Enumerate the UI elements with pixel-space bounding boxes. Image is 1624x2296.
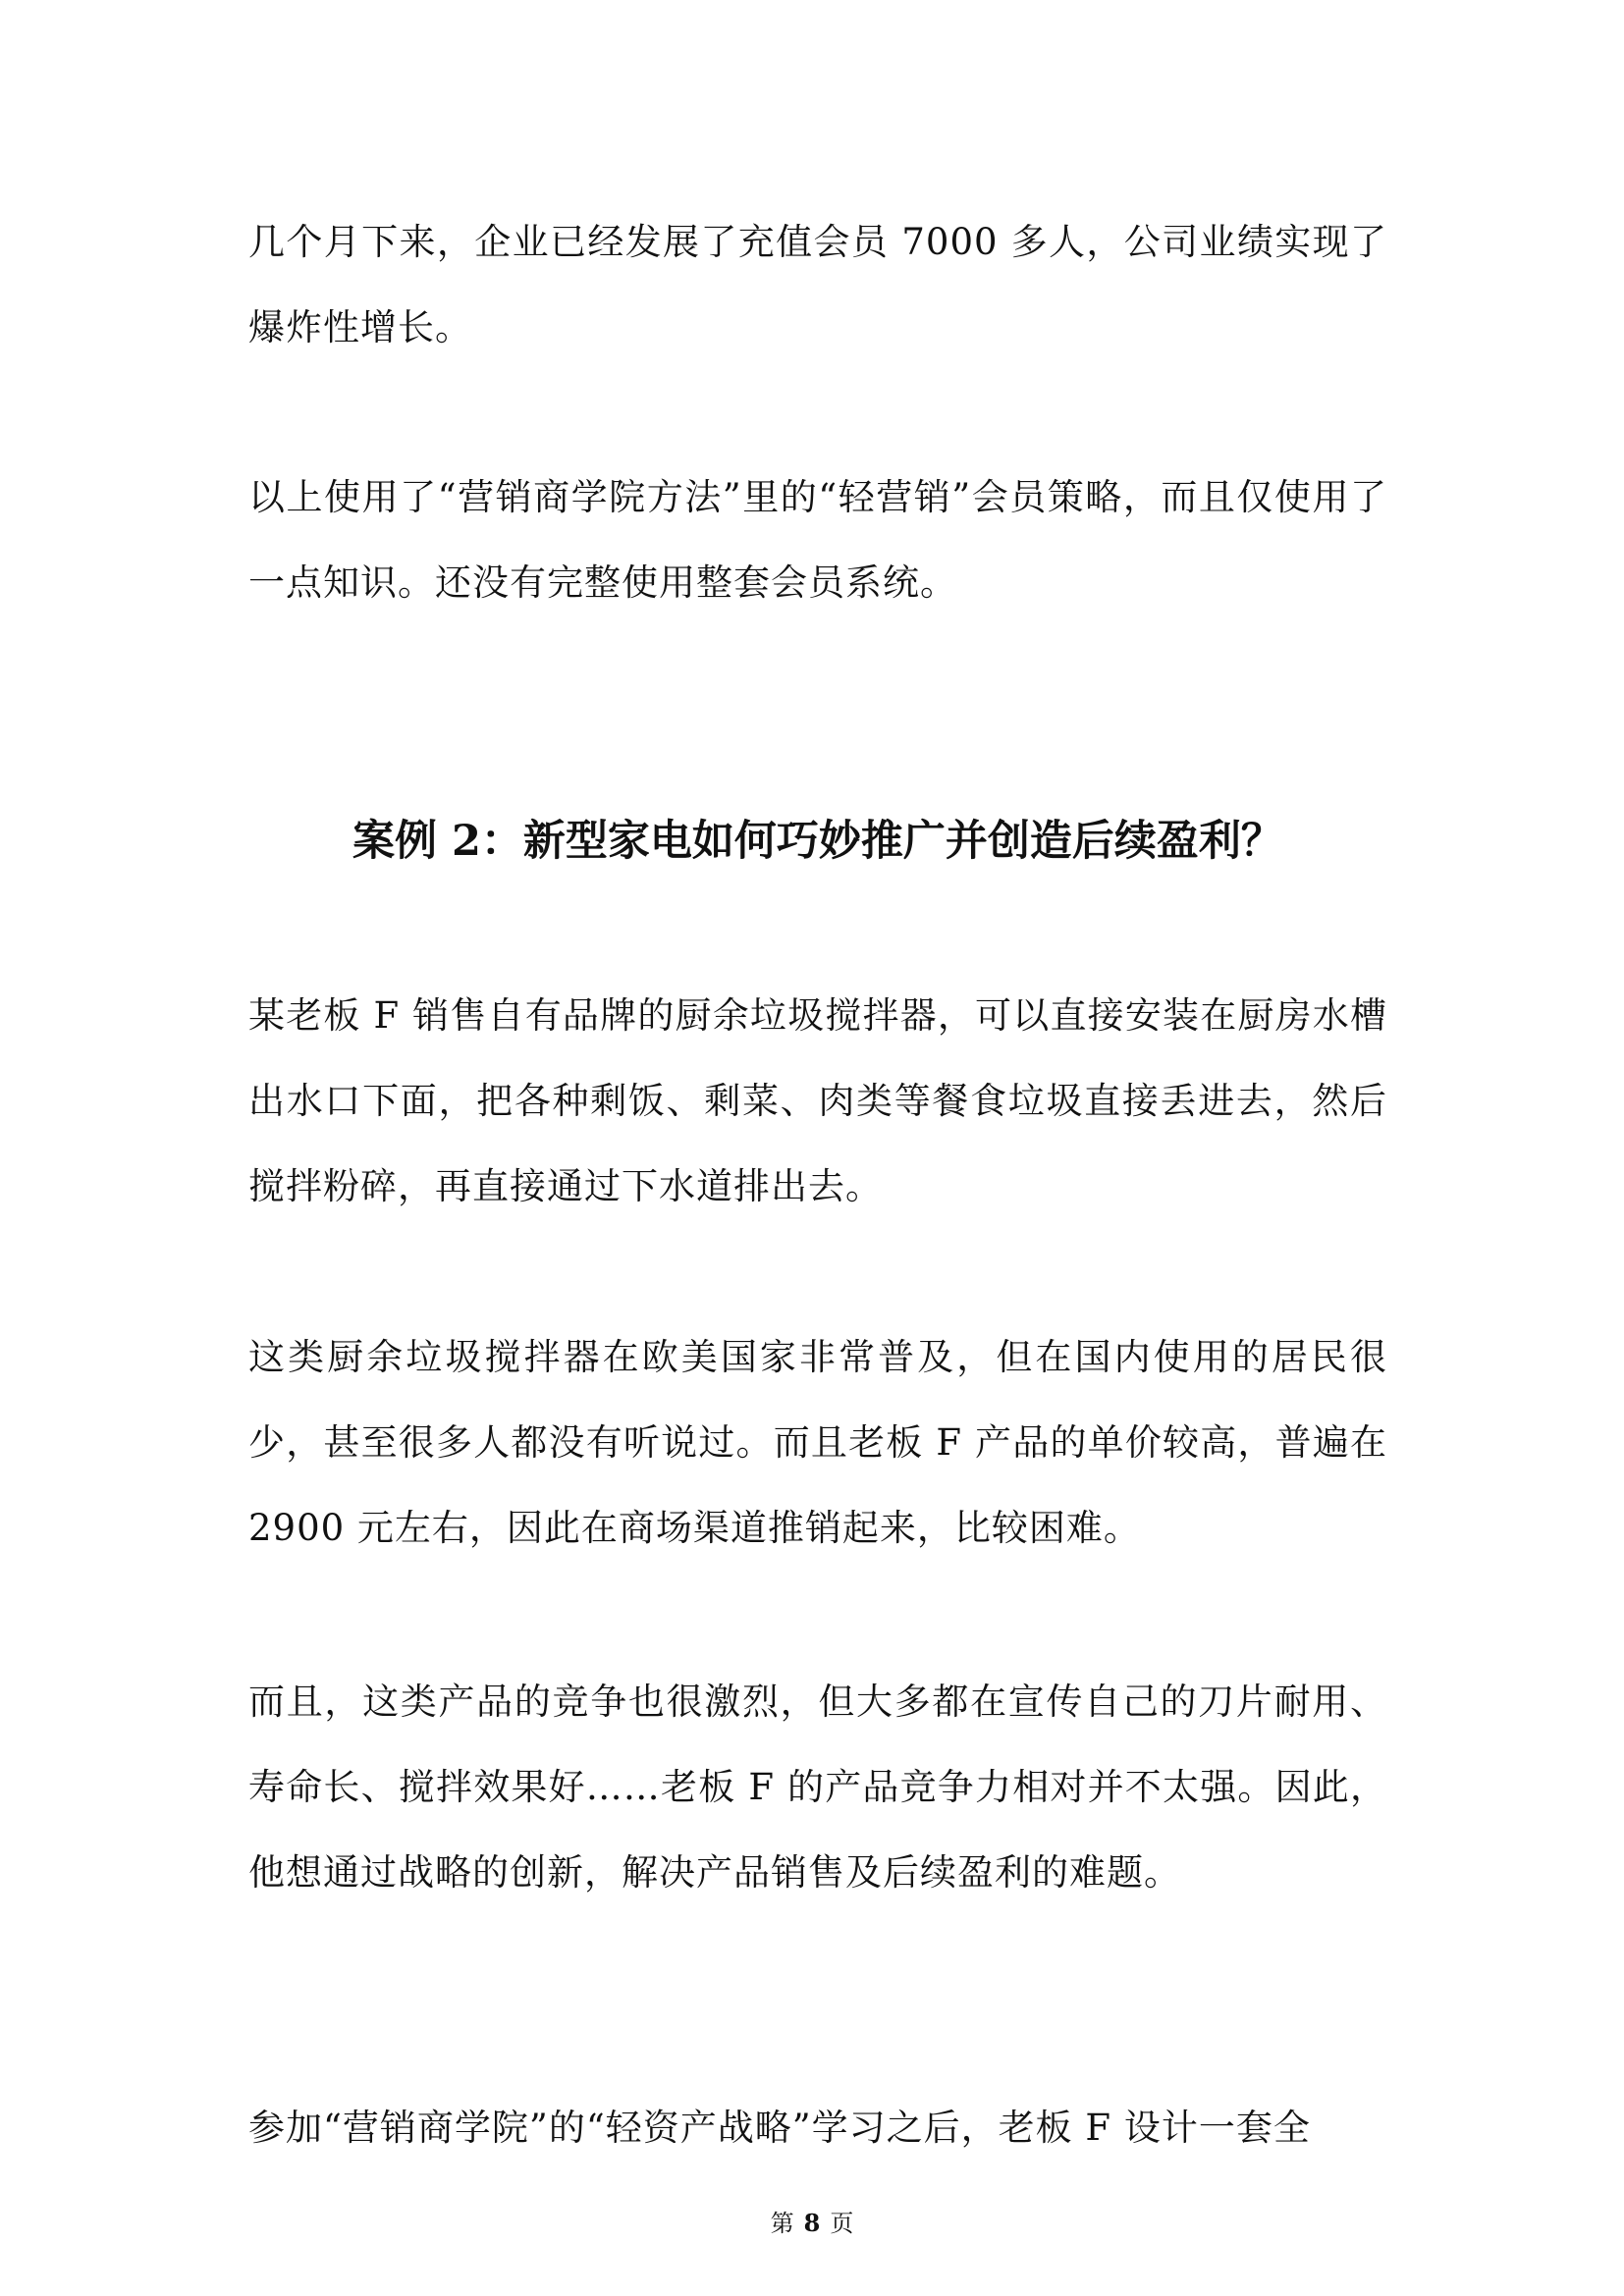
body-paragraph: 以上使用了“营销商学院方法”里的“轻营销”会员策略，而且仅使用了一点知识。还没有完整使用整套会员系统。 [248, 476, 1387, 604]
body-paragraph: 而且，这类产品的竞争也很激烈，但大多都在宣传自己的刀片耐用、寿命长、搅拌效果好……老板 F 的产品竞争力相对并不太强。因此，他想通过战略的创新，解决产品销售及后续盈利的难题。 [248, 1681, 1387, 1894]
page-footer [0, 2209, 1624, 2238]
footer-prefix: 第 [770, 2210, 794, 2237]
section-heading: 案例 2：新型家电如何巧妙推广并创造后续盈利？ [352, 817, 1283, 866]
body-paragraph: 这类厨余垃圾搅拌器在欧美国家非常普及，但在国内使用的居民很少，甚至很多人都没有听说过。而且老板 F 产品的单价较高，普遍在 2900 元左右，因此在商场渠道推销起来，比较困难。 [248, 1336, 1387, 1549]
body-paragraph: 参加“营销商学院”的“轻资产战略”学习之后，老板 F 设计一套全 [248, 2107, 1311, 2149]
body-paragraph: 某老板 F 销售自有品牌的厨余垃圾搅拌器，可以直接安装在厨房水槽出水口下面，把各种剩饭、剩菜、肉类等餐食垃圾直接丢进去，然后搅拌粉碎，再直接通过下水道排出去。 [248, 994, 1387, 1207]
page-number: 8 [803, 2209, 821, 2237]
footer-suffix: 页 [830, 2210, 854, 2237]
body-paragraph: 几个月下来，企业已经发展了充值会员 7000 多人，公司业绩实现了爆炸性增长。 [248, 221, 1387, 348]
